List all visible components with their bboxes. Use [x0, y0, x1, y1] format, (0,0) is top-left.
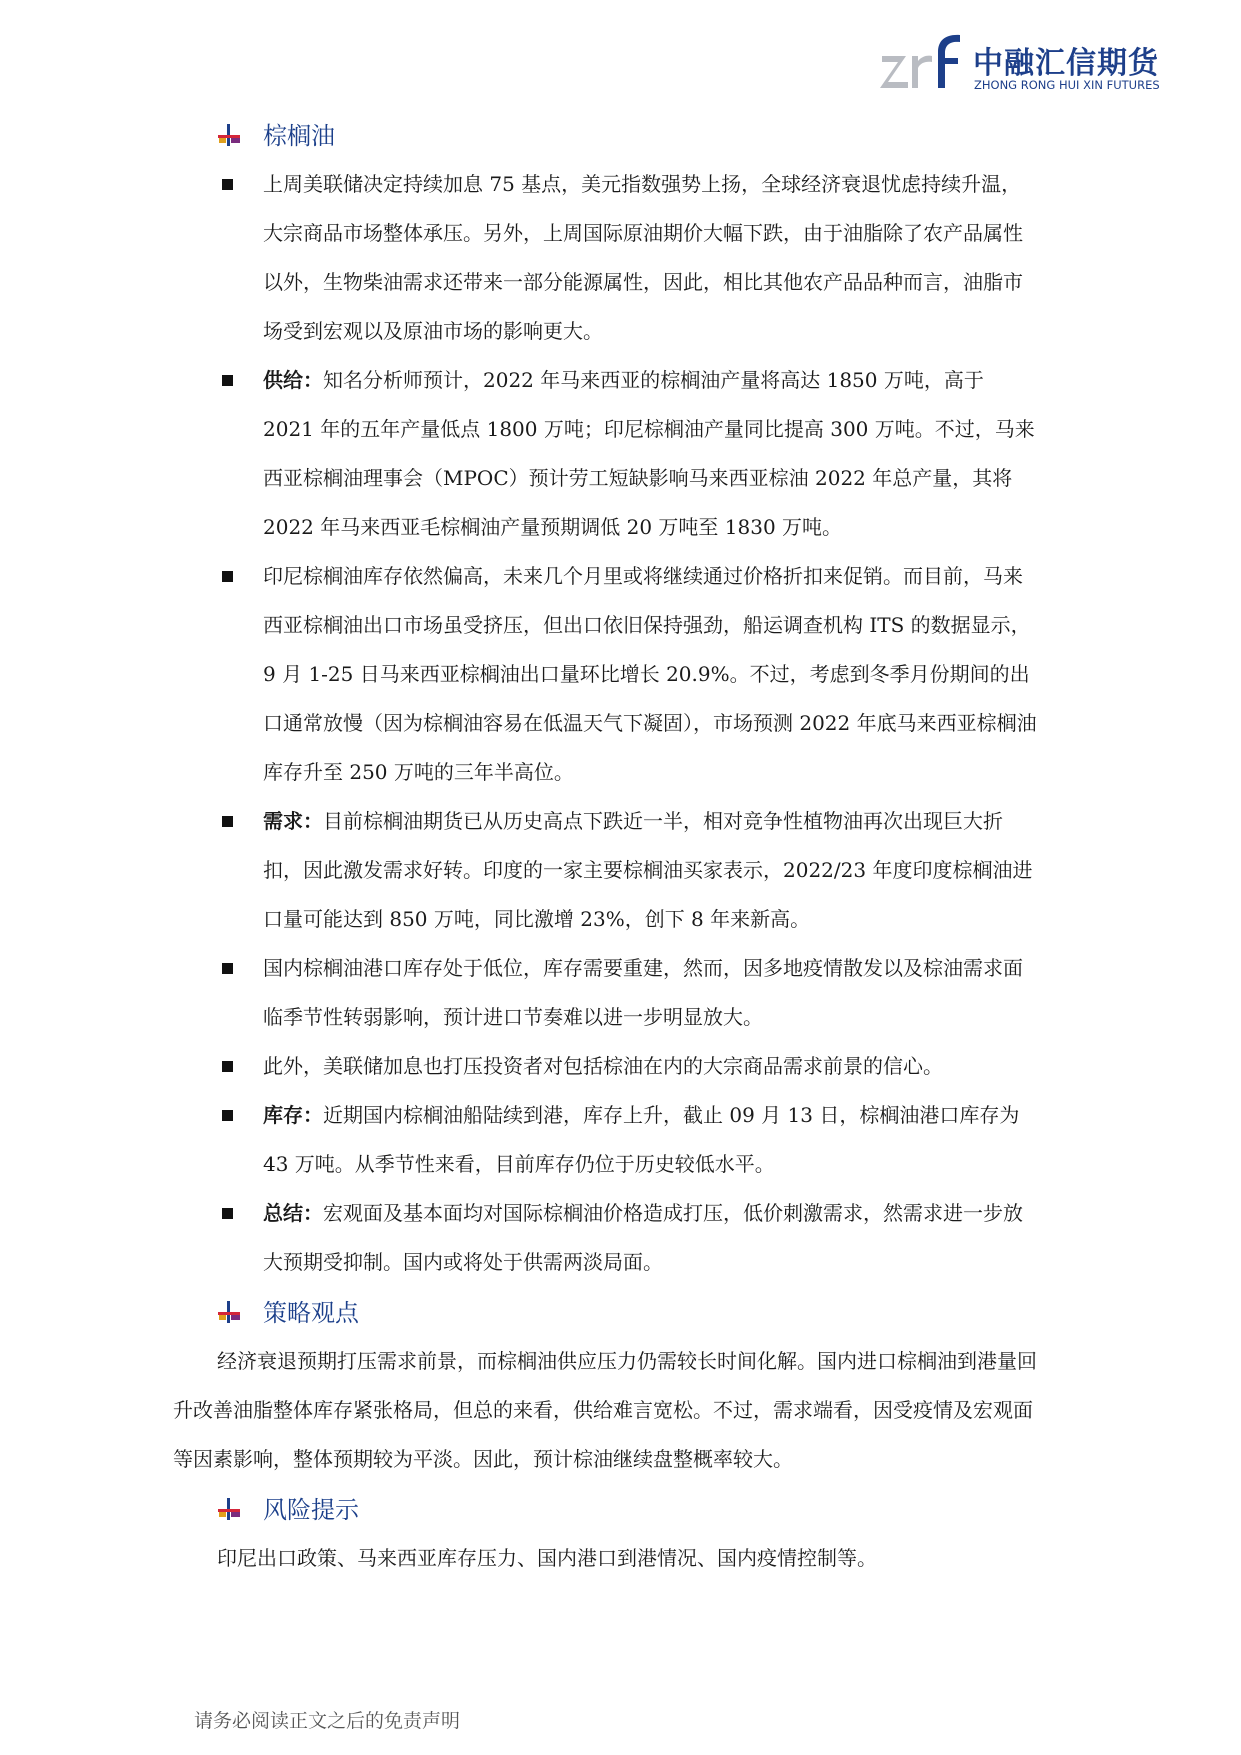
strategy-paragraph: 经济衰退预期打压需求前景，而棕榈油供应压力仍需较长时间化解。国内进口棕榈油到港量回升改善油脂整体库存紧张格局，但总的来看，供给难言宽松。不过，需求端看，因受疫情及宏观面等因素影响，整体预期较为平淡。因此，预计棕油继续盘整概率较大。	[173, 1349, 1037, 1471]
bullet-item	[218, 797, 1038, 944]
section-title: 棕榈油	[263, 122, 335, 150]
company-logo	[880, 30, 1180, 96]
section-heading-risk	[218, 1486, 1038, 1526]
bullet-text: 近期国内棕榈油船陆续到港，库存上升，截止 09 月 13 日，棕榈油港口库存为 43 万吨。从季节性来看，目前库存仍位于历史较低水平。	[263, 1103, 1020, 1176]
zrf-logo-icon	[880, 30, 970, 96]
bullet-item	[218, 552, 1038, 797]
bullet-item	[218, 1189, 1038, 1287]
logo-chinese-name: 中融汇信期货	[973, 46, 1159, 81]
section-title: 策略观点	[263, 1299, 359, 1327]
risk-paragraph: 印尼出口政策、马来西亚库存压力、国内港口到港情况、国内疫情控制等。	[217, 1546, 877, 1570]
bullet-label: 供给：	[263, 368, 323, 392]
bullet-square-icon	[222, 816, 233, 827]
bullet-square-icon	[222, 571, 233, 582]
bullet-text: 目前棕榈油期货已从历史高点下跌近一半，相对竞争性植物油再次出现巨大折扣，因此激发需求好转。印度的一家主要棕榈油买家表示，2022/23 年度印度棕榈油进口量可能达到 850 万吨，同比激增 23%，创下 8 年来新高。	[263, 809, 1033, 931]
bullet-item	[218, 160, 1038, 356]
disclaimer-footer: 请务必阅读正文之后的免责声明	[194, 1710, 461, 1732]
logo-english-name: ZHONG RONG HUI XIN FUTURES	[974, 78, 1160, 92]
bullet-square-icon	[222, 1208, 233, 1219]
bullet-item	[218, 356, 1038, 552]
bullet-text: 宏观面及基本面均对国际棕榈油价格造成打压，低价刺激需求，然需求进一步放大预期受抑制。国内或将处于供需两淡局面。	[263, 1201, 1023, 1274]
section-heading-strategy	[218, 1289, 1038, 1329]
bullet-text: 国内棕榈油港口库存处于低位，库存需要重建，然而，因多地疫情散发以及棕油需求面临季节性转弱影响，预计进口节奏难以进一步明显放大。	[263, 956, 1023, 1029]
bullet-label: 库存：	[263, 1103, 323, 1127]
bullet-text: 此外，美联储加息也打压投资者对包括棕油在内的大宗商品需求前景的信心。	[263, 1054, 943, 1078]
section-heading-palm	[218, 112, 1038, 152]
section-title: 风险提示	[263, 1496, 359, 1524]
bullet-square-icon	[222, 1061, 233, 1072]
bullet-square-icon	[222, 179, 233, 190]
heading-marker-icon	[218, 124, 240, 146]
bullet-square-icon	[222, 1110, 233, 1121]
bullet-item	[218, 1042, 1038, 1091]
bullet-text: 知名分析师预计，2022 年马来西亚的棕榈油产量将高达 1850 万吨，高于 2021 年的五年产量低点 1800 万吨；印尼棕榈油产量同比提高 300 万吨。不过，马来西亚棕榈油理事会（MPOC）预计劳工短缺影响马来西亚棕油 2022 年总产量，其将 2022 年马来西亚毛棕榈油产量预期调低 20 万吨至 1830 万吨。	[263, 368, 1035, 539]
bullet-item	[218, 944, 1038, 1042]
bullet-item	[218, 1091, 1038, 1189]
bullet-label: 需求：	[263, 809, 323, 833]
heading-marker-icon	[218, 1498, 240, 1520]
heading-marker-icon	[218, 1301, 240, 1323]
bullet-square-icon	[222, 375, 233, 386]
bullet-label: 总结：	[263, 1201, 323, 1225]
bullet-text: 上周美联储决定持续加息 75 基点，美元指数强势上扬，全球经济衰退忧虑持续升温，大宗商品市场整体承压。另外，上周国际原油期价大幅下跌，由于油脂除了农产品属性以外，生物柴油需求还带来一部分能源属性，因此，相比其他农产品品种而言，油脂市场受到宏观以及原油市场的影响更大。	[263, 172, 1023, 343]
report-body	[173, 112, 1038, 1583]
bullet-text: 印尼棕榈油库存依然偏高，未来几个月里或将继续通过价格折扣来促销。而目前，马来西亚棕榈油出口市场虽受挤压，但出口依旧保持强劲，船运调查机构 ITS 的数据显示，9 月 1-25 日马来西亚棕榈油出口量环比增长 20.9%。不过，考虑到冬季月份期间的出口通常放慢（因为棕榈油容易在低温天气下凝固），市场预测 2022 年底马来西亚棕榈油库存升至 250 万吨的三年半高位。	[263, 564, 1037, 784]
bullet-square-icon	[222, 963, 233, 974]
